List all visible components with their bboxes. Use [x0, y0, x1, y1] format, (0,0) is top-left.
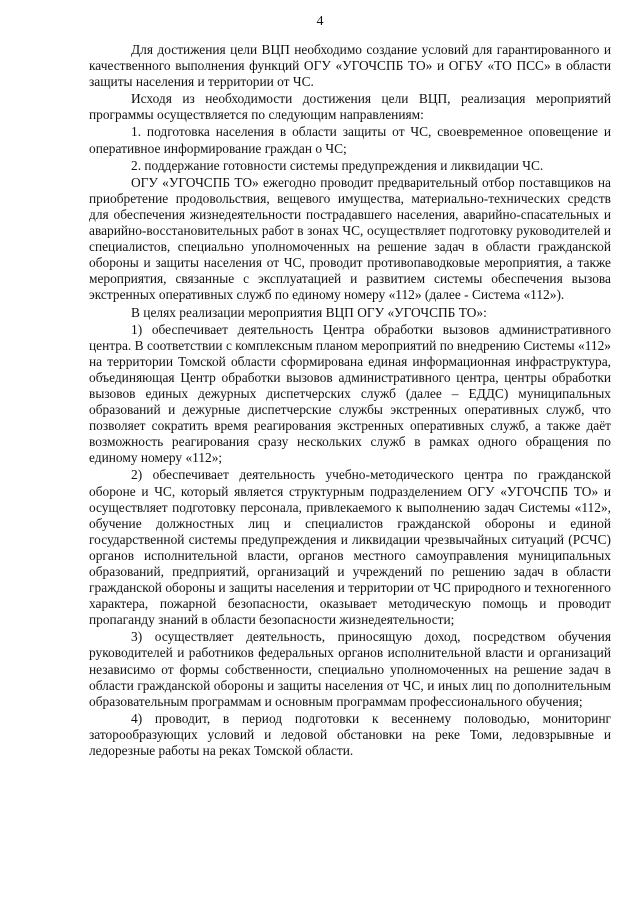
- document-body: [89, 42, 611, 760]
- page-number: 4: [316, 14, 324, 29]
- paragraph-goal-conditions: Для достижения цели ВЦП необходимо создание условий для гарантированного и качественного выполнения функций ОГУ «УГОЧСПБ ТО» и ОГБУ «ТО ПСС» в области защиты населения и территории от ЧС.: [89, 42, 611, 90]
- paragraph-measure-2: 2) обеспечивает деятельность учебно-методического центра по гражданской обороне и ЧС, который является структурным подразделением ОГУ «УГОЧСПБ ТО» и осуществляет подготовку персонала, привлекаемого к выполнению задач Системы «112», обучение должностных лиц и специалистов гражданской обороны и единой государственной системы предупреждения и ликвидации чрезвычайных ситуаций (РСЧС) органов исполнительной власти, органов местного самоуправления муниципальных образований, предприятий, организаций и учреждений по решению задач в области гражданской обороны и защиты населения и территории от ЧС природного и техногенного характера, пожарной безопасности, оказывает методическую помощь и проводит пропаганду знаний в области безопасности жизнедеятельности;: [89, 467, 611, 628]
- paragraph-ogu-activities: ОГУ «УГОЧСПБ ТО» ежегодно проводит предварительный отбор поставщиков на приобретение продовольствия, вещевого имущества, материально-технических средств для обеспечения жизнедеятельности пострадавшего населения, аварийно-спасательных и аварийно-восстановительных работ в зонах ЧС, осуществляет подготовку руководителей и специалистов, специально уполномоченных на решение задач в области гражданской обороны и защиты населения от ЧС, проводит противопаводковые мероприятия, а также мероприятия, связанные с эксплуатацией и развитием системы обеспечения вызова экстренных оперативных служб по единому номеру «112» (далее - Система «112»).: [89, 174, 611, 303]
- paragraph-directions-intro: Исходя из необходимости достижения цели ВЦП, реализация мероприятий программы осуществляется по следующим направлениям:: [89, 91, 611, 123]
- paragraph-measure-3: 3) осуществляет деятельность, приносящую доход, посредством обучения руководителей и работников федеральных органов исполнительной власти и организаций независимо от формы собственности, специально уполномоченных на решение задач в области гражданской обороны и защиты населения от ЧС, и иных лиц по дополнительным образовательным программам и основным программам профессионального обучения;: [89, 629, 611, 709]
- paragraph-direction-2: 2. поддержание готовности системы предупреждения и ликвидации ЧС.: [131, 157, 544, 173]
- paragraph-direction-1: 1. подготовка населения в области защиты от ЧС, своевременное оповещение и оперативное информирование граждан о ЧС;: [89, 124, 611, 156]
- paragraph-measure-4: 4) проводит, в период подготовки к весеннему половодью, мониторинг заторообразующих условий и ледовой обстановки на реке Томи, ледовзрывные и ледорезные работы на реках Томской области.: [89, 710, 611, 759]
- paragraph-measure-1: 1) обеспечивает деятельность Центра обработки вызовов административного центра. В соответствии с комплексным планом мероприятий по внедрению Системы «112» на территории Томской области сформирована единая информационная инфраструктура, объединяющая Центр обработки вызовов административного центра, центры обработки вызовов единых дежурных диспетчерских служб (далее – ЕДДС) муниципальных образований и дежурные диспетчерские службы экстренных оперативных служб, что позволяет сократить время реагирования экстренных оперативных служб, а также даёт возможность реагирования сразу нескольких служб в рамках одного обращения по единому номеру «112»;: [89, 321, 611, 466]
- paragraph-measures-intro: В целях реализации мероприятия ВЦП ОГУ «УГОЧСПБ ТО»:: [131, 304, 487, 320]
